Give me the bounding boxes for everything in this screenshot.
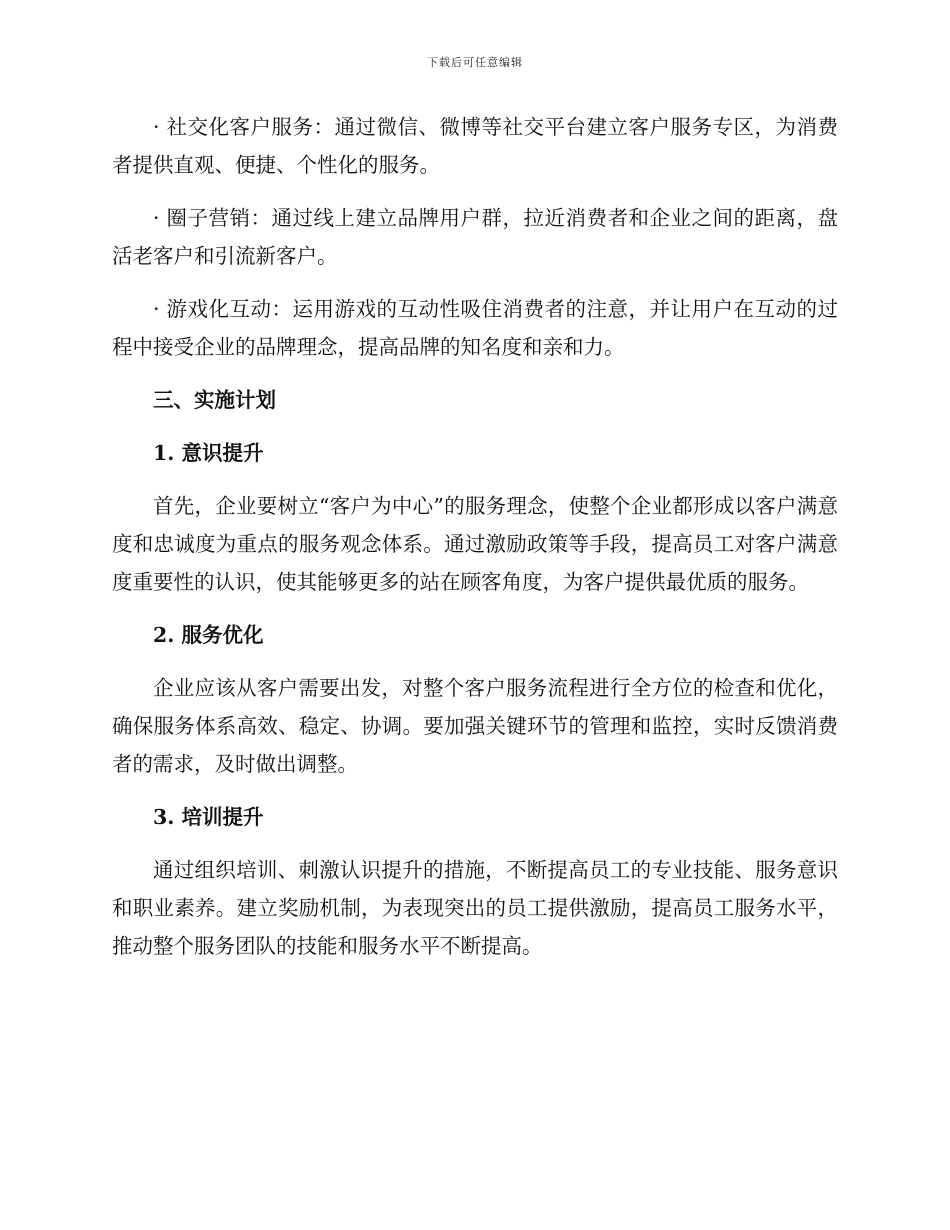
subheading-awareness: 1. 意识提升 [153,441,264,465]
section-heading: 三、实施计划 [153,388,276,412]
bullet-gamified-interaction: · 游戏化互动：运用游戏的互动性吸住消费者的注意，并让用户在互动的过程中接受企业的品牌理念，提高品牌的知名度和亲和力。 [112,297,838,359]
subheading-service-optimization: 2. 服务优化 [153,623,264,647]
paragraph-awareness: 首先，企业要树立“客户为中心”的服务理念，使整个企业都形成以客户满意度和忠诚度为重点的服务观念体系。通过激励政策等手段，提高员工对客户满意度重要性的认识，使其能够更多的站在顾客角度，为客户提供最优质的服务。 [112,494,838,594]
paragraph-service-optimization: 企业应该从客户需要出发，对整个客户服务流程进行全方位的检查和优化，确保服务体系高效、稳定、协调。要加强关键环节的管理和监控，实时反馈消费者的需求，及时做出调整。 [112,676,838,776]
bullet-circle-marketing: · 圈子营销：通过线上建立品牌用户群，拉近消费者和企业之间的距离，盘活老客户和引流新客户。 [112,206,838,268]
bullet-social-service: · 社交化客户服务：通过微信、微博等社交平台建立客户服务专区，为消费者提供直观、便捷、个性化的服务。 [112,115,838,177]
paragraph-training: 通过组织培训、刺激认识提升的措施，不断提高员工的专业技能、服务意识和职业素养。建立奖励机制，为表现突出的员工提供激励，提高员工服务水平，推动整个服务团队的技能和服务水平不断提高。 [112,858,838,958]
page-header: 下载后可任意编辑 [427,56,523,69]
document-body [112,108,838,980]
subheading-training: 3. 培训提升 [153,805,264,829]
